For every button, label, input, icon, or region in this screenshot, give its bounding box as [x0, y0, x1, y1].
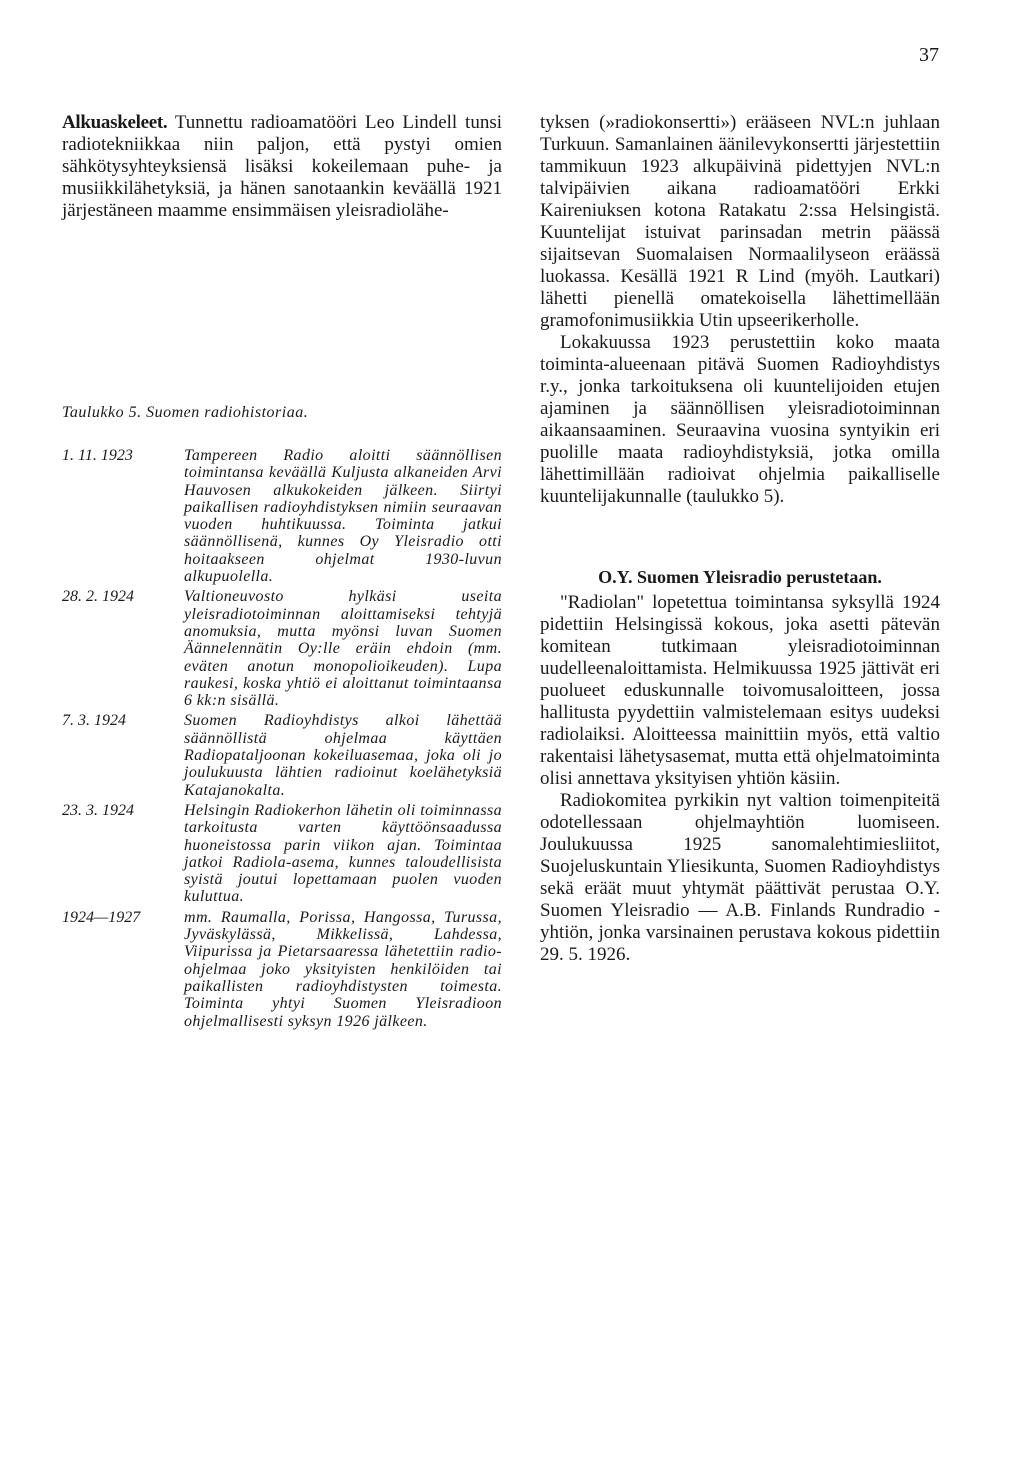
- row-date: 7. 3. 1924: [62, 712, 126, 730]
- table-row: [62, 588, 502, 709]
- paragraph-continuation: tyksen (»radiokonsertti») erääseen NVL:n juhlaan Turkuun. Samanlainen äänilevykonsertti järjestettiin tammikuun 1923 alkupäivinä pidettyjen NVL:n talvipäivien aikana radioamatööri Erkki Kaireniuksen kotona Ratakatu 2:ssa Helsingistä. Kuuntelijat istuivat parinsadan metrin päässä sijaitsevan Suomalaisen Normaalilyseon eräässä luokassa. Kesällä 1921 R Lind (myöh. Lautkari) lähetti pienellä omatekoisella lähettimellään gramofonimusiikkia Utin upseerikerholle.: [540, 112, 940, 331]
- table-row: [62, 447, 502, 585]
- row-text: Helsingin Radiokerhon lähetin oli toiminnassa tarkoitusta varten käyttöönsaadussa huoneistossa parin viikon ajan. Toimintaa jatkoi Radiola-asema, kunnes taloudellisista syistä joutui lopettamaan puolen vuoden kuluttua.: [184, 801, 502, 906]
- intro-text: Tunnettu radioamatööri Leo Lindell tunsi radiotekniikkaa niin paljon, että pystyi omien sähkötysyhteyksiensä lisäksi kokeilemaan puhe- ja musiikkilähetyksiä, ja hänen sanotaankin keväällä 1921 järjestäneen maamme ensimmäisen yleisradiolähe-: [62, 112, 502, 221]
- paragraph-radiolan: "Radiolan" lopetettua toimintansa syksyllä 1924 pidettiin Helsingissä kokous, joka asetti pätevän komitean tutkimaan yleisradiotoiminnan uudelleenaloittamista. Helmikuussa 1925 jättivät eri puolueet eduskunnalle toivomusaloitteen, jossa hallitusta pyydettiin valmistelemaan esitys uudeksi radiolaiksi. Aloitteessa mainittiin myös, että valtio rakentaisi lähetysasemat, mutta että ohjelmatoiminta olisi annettava yksityisen yhtiön käsiin.: [540, 592, 940, 789]
- row-text: mm. Raumalla, Porissa, Hangossa, Turussa, Jyväskylässä, Mikkelissä, Lahdessa, Viipurissa ja Pietarsaaressa lähetettiin radio-ohjelmaa joko yksityisten henkilöiden tai paikallisten radioyhdistysten toimesta. Toiminta yhtyi Suomen Yleisradioon ohjelmallisesti syksyn 1926 jälkeen.: [184, 908, 502, 1030]
- history-table: [62, 447, 502, 1033]
- intro-heading: Alkuaskeleet.: [62, 112, 168, 133]
- table-row: [62, 712, 502, 798]
- row-date: 1. 11. 1923: [62, 447, 133, 464]
- left-column: [62, 112, 502, 222]
- intro-paragraph: [62, 112, 502, 222]
- right-column: [540, 112, 940, 966]
- table-row: [62, 909, 502, 1030]
- table-title: Taulukko 5. Suomen radiohistoriaa.: [62, 404, 309, 421]
- section-heading: O.Y. Suomen Yleisradio perustetaan.: [598, 567, 882, 587]
- page-number: 37: [919, 44, 939, 66]
- row-text: Tampereen Radio aloitti säännöllisen toimintansa keväällä Kuljusta alkaneiden Arvi Hauvosen alkukokeiden jälkeen. Siirtyi paikallisen radioyhdistyksen nimiin seuraavan vuoden huhtikuussa. Toiminta jatkui säännöllisenä, kunnes Oy Yleisradio otti hoitaakseen ohjelmat 1930-luvun alkupuolella.: [184, 447, 502, 586]
- row-text: Valtioneuvosto hylkäsi useita yleisradiotoiminnan aloittamiseksi tehtyjä anomuksia, mutta myönsi luvan Suomen Äännelennätin Oy:lle eräin ehdoin (mm. eväten anotun monopolioikeuden). Lupa raukesi, koska yhtiö ei aloittanut toimintaansa 6 kk:n sisällä.: [184, 588, 502, 710]
- row-date: 28. 2. 1924: [62, 588, 134, 606]
- paragraph-radiokomitea: Radiokomitea pyrkikin nyt valtion toimenpiteitä odotellessaan ohjelmayhtiön luomiseen. Joulukuussa 1925 sanomalehtimiesliitot, Suojeluskuntain Yliesikunta, Suomen Radioyhdistys sekä eräät muut yhtymät päättivät perustaa O.Y. Suomen Yleisradio — A.B. Finlands Rundradio -yhtiön, jonka varsinainen perustava kokous pidettiin 29. 5. 1926.: [540, 790, 940, 965]
- table-row: [62, 802, 502, 906]
- row-date: 1924—1927: [62, 908, 141, 926]
- row-text: Suomen Radioyhdistys alkoi lähettää säännöllistä ohjelmaa käyttäen Radiopataljoonan kokeiluasemaa, joka oli jo joulukuusta lähtien radioinut koelähetyksiä Katajanokalta.: [184, 712, 502, 799]
- row-date: 23. 3. 1924: [62, 801, 134, 819]
- paragraph-radio-association: Lokakuussa 1923 perustettiin koko maata toiminta-alueenaan pitävä Suomen Radioyhdistys r.y., jonka tarkoituksena oli kuuntelijoiden etujen ajaminen ja säännöllisen yleisradiotoiminnan aikaansaaminen. Seuraavina vuosina syntyikin eri puolille maata radioyhdistyksiä, jotka omilla lähettimillään radioivat ohjelmia paikalliselle kuuntelijakunnalle (taulukko 5).: [540, 332, 940, 507]
